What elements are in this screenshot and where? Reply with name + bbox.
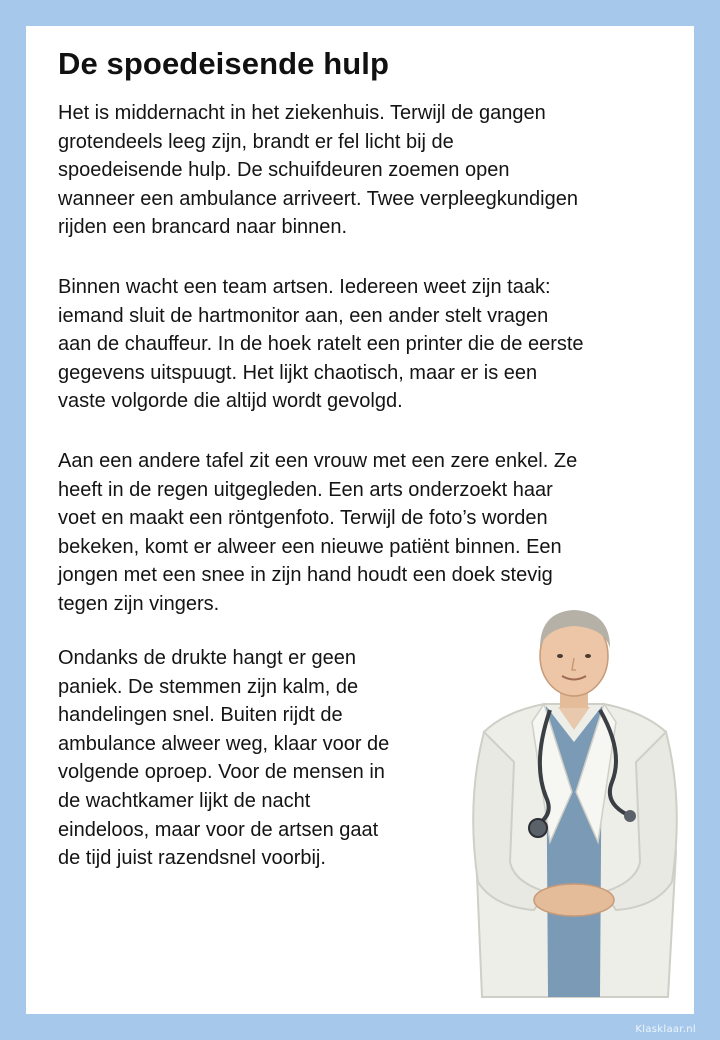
paragraph-4: Ondanks de drukte hangt er geen paniek. De stemmen zijn kalm, de handelingen snel. Buiten rijdt de ambulance alweer weg, klaar voor de volgende oproep. Voor de mensen in de wachtkamer lijkt de nacht eindeloos, maar voor de artsen gaat de tijd juist razendsnel voorbij. [58, 647, 390, 870]
paragraph-3: Aan een andere tafel zit een vrouw met een zere enkel. Ze heeft in de regen uitgegleden. Een arts onderzoekt haar voet en maakt een röntgenfoto. Terwijl de foto’s worden bekeken, komt er alweer een nieuwe patiënt binnen. Een jongen met een snee in zijn hand houdt een doek stevig tegen zijn vingers. [58, 450, 578, 615]
doctor-illustration [454, 592, 694, 1012]
paragraph-1: Het is middernacht in het ziekenhuis. Terwijl de gangen grotendeels leeg zijn, brandt er fel licht bij de spoedeisende hulp. De schuifdeuren zoemen open wanneer een ambulance arriveert. Twee verpleegkundigen rijden een brancard naar binnen. [58, 102, 578, 239]
worksheet-card [26, 26, 694, 1014]
footer-brand: Klasklaar.nl [635, 1024, 696, 1035]
page-title: De spoedeisende hulp [58, 46, 390, 81]
paragraph-2: Binnen wacht een team artsen. Iedereen weet zijn taak: iemand sluit de hartmonitor aan, een ander stelt vragen aan de chauffeur. In de hoek ratelt een printer die de eerste gegevens uitspuugt. Het lijkt chaotisch, maar er is een vaste volgorde die altijd wordt gevolgd. [58, 276, 584, 413]
